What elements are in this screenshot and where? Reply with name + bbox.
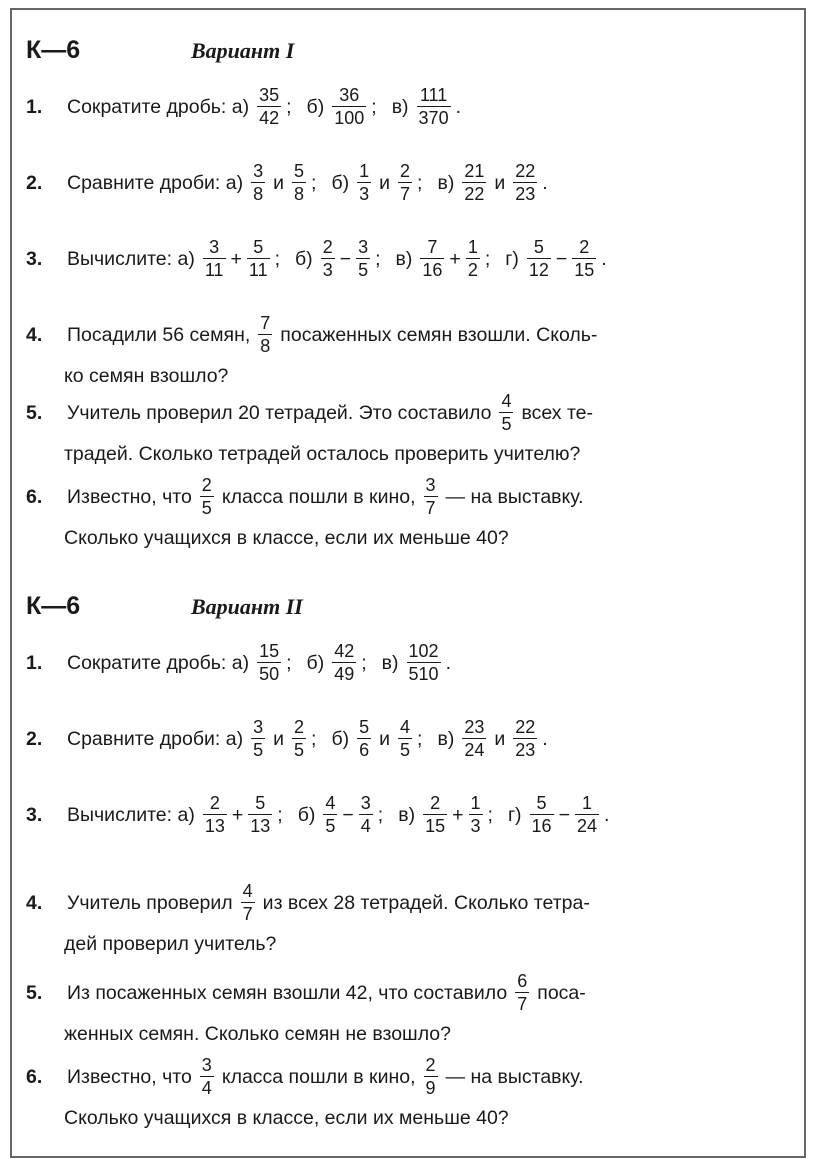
item-label: б): [306, 95, 325, 118]
problem-number: 2.: [26, 727, 43, 750]
numerator: 4: [501, 391, 512, 411]
numerator: 1: [581, 793, 592, 813]
separator: ;: [375, 247, 381, 270]
fraction: [200, 1054, 214, 1099]
numerator: 2: [322, 237, 333, 257]
separator: ;: [487, 803, 493, 826]
fraction: [398, 716, 412, 761]
fraction: [258, 312, 272, 357]
item-label: в): [437, 727, 455, 750]
fraction: [466, 236, 480, 281]
test-code: К—6: [26, 36, 81, 64]
fraction: [515, 970, 529, 1015]
v1-problem-4: [26, 312, 786, 393]
fraction: [420, 236, 444, 281]
denominator: 50: [259, 664, 280, 684]
denominator: 5: [294, 740, 305, 760]
fraction: [530, 792, 554, 837]
fraction: [527, 236, 551, 281]
problem-text-continued: Сколько учащихся в классе, если их меньше 40?: [64, 1107, 509, 1129]
numerator: 5: [253, 237, 264, 257]
separator: ;: [274, 247, 281, 270]
separator: ;: [361, 651, 367, 674]
problem-text: — на выставку.: [445, 485, 584, 508]
problem-text-continued: традей. Сколько тетрадей осталось проверить учителю?: [64, 443, 581, 465]
numerator: 3: [425, 475, 436, 495]
numerator: 2: [430, 793, 441, 813]
problem-text: из всех 28 тетрадей. Сколько тетра-: [262, 891, 590, 914]
numerator: 3: [253, 161, 264, 181]
problem-number: 4.: [26, 323, 43, 346]
conjunction: и: [494, 171, 506, 194]
numerator: 4: [325, 793, 336, 813]
item-label: г): [505, 247, 519, 270]
item-label: б): [306, 651, 325, 674]
operator: −: [342, 803, 354, 826]
numerator: 21: [464, 161, 485, 181]
denominator: 4: [201, 1078, 212, 1098]
denominator: 370: [418, 108, 449, 128]
fraction: [359, 792, 373, 837]
denominator: 22: [464, 184, 485, 204]
numerator: 2: [425, 1055, 436, 1075]
numerator: 23: [464, 717, 485, 737]
denominator: 5: [400, 740, 411, 760]
item-label: в): [391, 95, 409, 118]
denominator: 23: [515, 740, 536, 760]
item-label: в): [398, 803, 416, 826]
period: .: [604, 803, 610, 826]
problem-text: Сравните дроби: а): [67, 727, 244, 750]
denominator: 24: [576, 816, 597, 836]
numerator: 3: [360, 793, 371, 813]
numerator: 5: [294, 161, 305, 181]
conjunction: и: [273, 727, 284, 750]
v1-problem-6: [26, 474, 786, 555]
denominator: 100: [334, 108, 365, 128]
problem-text: Учитель проверил 20 тетрадей. Это составило: [67, 401, 492, 424]
numerator: 7: [260, 313, 271, 333]
operator: +: [449, 247, 461, 270]
denominator: 8: [260, 336, 271, 356]
problem-text: класса пошли в кино,: [221, 1065, 416, 1088]
fraction: [357, 716, 371, 761]
operator: +: [231, 803, 244, 826]
problem-number: 1.: [26, 95, 43, 118]
problem-number: 3.: [26, 247, 43, 270]
numerator: 3: [358, 237, 369, 257]
fraction: [423, 792, 447, 837]
separator: ;: [417, 171, 423, 194]
denominator: 11: [248, 260, 268, 280]
numerator: 36: [339, 85, 360, 105]
fraction: [424, 474, 438, 519]
fraction: [499, 390, 513, 435]
v1-problem-3: [26, 236, 786, 281]
item-label: б): [297, 803, 316, 826]
numerator: 22: [515, 717, 536, 737]
problem-text: класса пошли в кино,: [221, 485, 416, 508]
fraction: [572, 236, 596, 281]
denominator: 5: [201, 498, 212, 518]
numerator: 2: [400, 161, 411, 181]
denominator: 7: [400, 184, 411, 204]
denominator: 7: [242, 904, 253, 924]
denominator: 3: [359, 184, 370, 204]
denominator: 15: [574, 260, 595, 280]
problem-text: Посадили 56 семян,: [67, 323, 251, 346]
conjunction: и: [379, 171, 391, 194]
denominator: 11: [204, 260, 224, 280]
numerator: 15: [259, 641, 280, 661]
v2-problem-3: [26, 792, 786, 837]
operator: −: [558, 803, 570, 826]
fraction: [356, 236, 370, 281]
separator: ;: [371, 95, 377, 118]
denominator: 9: [425, 1078, 436, 1098]
problem-number: 6.: [26, 485, 43, 508]
denominator: 6: [359, 740, 370, 760]
operator: −: [555, 247, 568, 270]
fraction: [417, 84, 451, 129]
numerator: 5: [255, 793, 266, 813]
v2-problem-6: [26, 1054, 786, 1135]
numerator: 5: [536, 793, 547, 813]
numerator: 3: [209, 237, 220, 257]
denominator: 23: [515, 184, 536, 204]
problem-number: 2.: [26, 171, 43, 194]
separator: ;: [377, 803, 384, 826]
denominator: 3: [470, 816, 481, 836]
fraction: [469, 792, 483, 837]
v1-problem-1: [26, 84, 786, 129]
period: .: [542, 727, 548, 750]
problem-text: — на выставку.: [445, 1065, 584, 1088]
separator: ;: [311, 727, 317, 750]
numerator: 5: [359, 717, 370, 737]
item-label: г): [507, 803, 522, 826]
period: .: [455, 95, 462, 118]
test-code: К—6: [26, 592, 81, 620]
numerator: 3: [253, 717, 264, 737]
denominator: 15: [425, 816, 446, 836]
item-label: б): [331, 727, 350, 750]
fraction: [257, 640, 281, 685]
fraction: [292, 160, 306, 205]
numerator: 102: [408, 641, 439, 661]
denominator: 13: [204, 816, 225, 836]
fraction: [292, 716, 306, 761]
numerator: 5: [533, 237, 544, 257]
problem-text: посаженных семян взошли. Сколь-: [280, 323, 598, 346]
fraction: [203, 792, 227, 837]
numerator: 111: [419, 85, 448, 105]
denominator: 5: [325, 816, 336, 836]
numerator: 2: [579, 237, 590, 257]
variant-2-header: [26, 592, 303, 621]
fraction: [200, 474, 214, 519]
numerator: 4: [400, 717, 411, 737]
variant-1-header: [26, 36, 294, 65]
denominator: 16: [531, 816, 552, 836]
denominator: 2: [467, 260, 478, 280]
denominator: 510: [408, 664, 439, 684]
problem-text-continued: Сколько учащихся в классе, если их меньше 40?: [64, 527, 509, 549]
problem-text-continued: ко семян взошло?: [64, 365, 229, 387]
numerator: 4: [242, 881, 253, 901]
numerator: 1: [470, 793, 481, 813]
denominator: 4: [360, 816, 371, 836]
problem-text: Учитель проверил: [67, 891, 233, 914]
denominator: 5: [358, 260, 369, 280]
problem-number: 3.: [26, 803, 43, 826]
problem-text: Известно, что: [67, 1065, 192, 1088]
numerator: 1: [467, 237, 478, 257]
item-label: б): [295, 247, 313, 270]
problem-number: 6.: [26, 1065, 43, 1088]
problem-number: 4.: [26, 891, 43, 914]
problem-number: 5.: [26, 401, 43, 424]
numerator: 35: [259, 85, 280, 105]
period: .: [601, 247, 607, 270]
problem-text: поса-: [537, 981, 586, 1004]
problem-text: Сравните дроби: а): [67, 171, 244, 194]
v2-problem-5: [26, 970, 786, 1051]
numerator: 2: [201, 475, 212, 495]
numerator: 2: [294, 717, 305, 737]
fraction: [424, 1054, 438, 1099]
fraction: [323, 792, 337, 837]
denominator: 3: [322, 260, 333, 280]
numerator: 3: [201, 1055, 212, 1075]
item-label: в): [395, 247, 413, 270]
problem-text: всех те-: [521, 401, 594, 424]
fraction: [513, 160, 537, 205]
fraction: [357, 160, 371, 205]
problem-text: Известно, что: [67, 485, 192, 508]
fraction: [251, 716, 265, 761]
denominator: 5: [253, 740, 264, 760]
problem-text: Вычислите: а): [67, 247, 195, 270]
fraction: [332, 84, 366, 129]
fraction: [321, 236, 335, 281]
denominator: 49: [334, 664, 355, 684]
denominator: 8: [294, 184, 305, 204]
denominator: 7: [425, 498, 436, 518]
fraction: [248, 792, 272, 837]
problem-text: Вычислите: а): [67, 803, 195, 826]
v1-problem-2: [26, 160, 786, 205]
conjunction: и: [273, 171, 284, 194]
conjunction: и: [379, 727, 391, 750]
separator: ;: [286, 651, 292, 674]
fraction: [257, 84, 281, 129]
problem-number: 1.: [26, 651, 43, 674]
fraction: [203, 236, 226, 281]
denominator: 24: [464, 740, 485, 760]
v2-problem-1: [26, 640, 786, 685]
fraction: [241, 880, 255, 925]
variant-title: Вариант II: [191, 594, 303, 619]
problem-text-continued: дей проверил учитель?: [64, 933, 277, 955]
item-label: б): [331, 171, 350, 194]
problem-number: 5.: [26, 981, 43, 1004]
fraction: [462, 160, 486, 205]
operator: +: [230, 247, 242, 270]
v2-problem-4: [26, 880, 786, 961]
denominator: 12: [528, 260, 549, 280]
fraction: [513, 716, 537, 761]
conjunction: и: [494, 727, 506, 750]
separator: ;: [286, 95, 292, 118]
problem-text: Сократите дробь: а): [67, 651, 250, 674]
problem-text: Из посаженных семян взошли 42, что составило: [67, 981, 508, 1004]
denominator: 5: [501, 414, 512, 434]
fraction: [462, 716, 486, 761]
denominator: 16: [422, 260, 443, 280]
fraction: [251, 160, 265, 205]
numerator: 7: [427, 237, 438, 257]
denominator: 7: [517, 994, 528, 1014]
fraction: [407, 640, 441, 685]
v2-problem-2: [26, 716, 786, 761]
numerator: 42: [334, 641, 355, 661]
period: .: [542, 171, 548, 194]
numerator: 1: [359, 161, 370, 181]
denominator: 8: [253, 184, 264, 204]
fraction: [398, 160, 412, 205]
separator: ;: [417, 727, 423, 750]
item-label: в): [381, 651, 399, 674]
variant-title: Вариант I: [191, 38, 295, 63]
numerator: 22: [515, 161, 536, 181]
period: .: [445, 651, 451, 674]
operator: +: [452, 803, 464, 826]
v1-problem-5: [26, 390, 786, 471]
fraction: [247, 236, 270, 281]
operator: −: [339, 247, 352, 270]
numerator: 2: [209, 793, 220, 813]
item-label: в): [437, 171, 455, 194]
separator: ;: [484, 247, 491, 270]
problem-text-continued: женных семян. Сколько семян не взошло?: [64, 1023, 451, 1045]
separator: ;: [277, 803, 283, 826]
problem-text: Сократите дробь: а): [67, 95, 250, 118]
denominator: 13: [250, 816, 271, 836]
denominator: 42: [259, 108, 280, 128]
numerator: 6: [517, 971, 528, 991]
fraction: [575, 792, 599, 837]
fraction: [332, 640, 356, 685]
separator: ;: [311, 171, 317, 194]
